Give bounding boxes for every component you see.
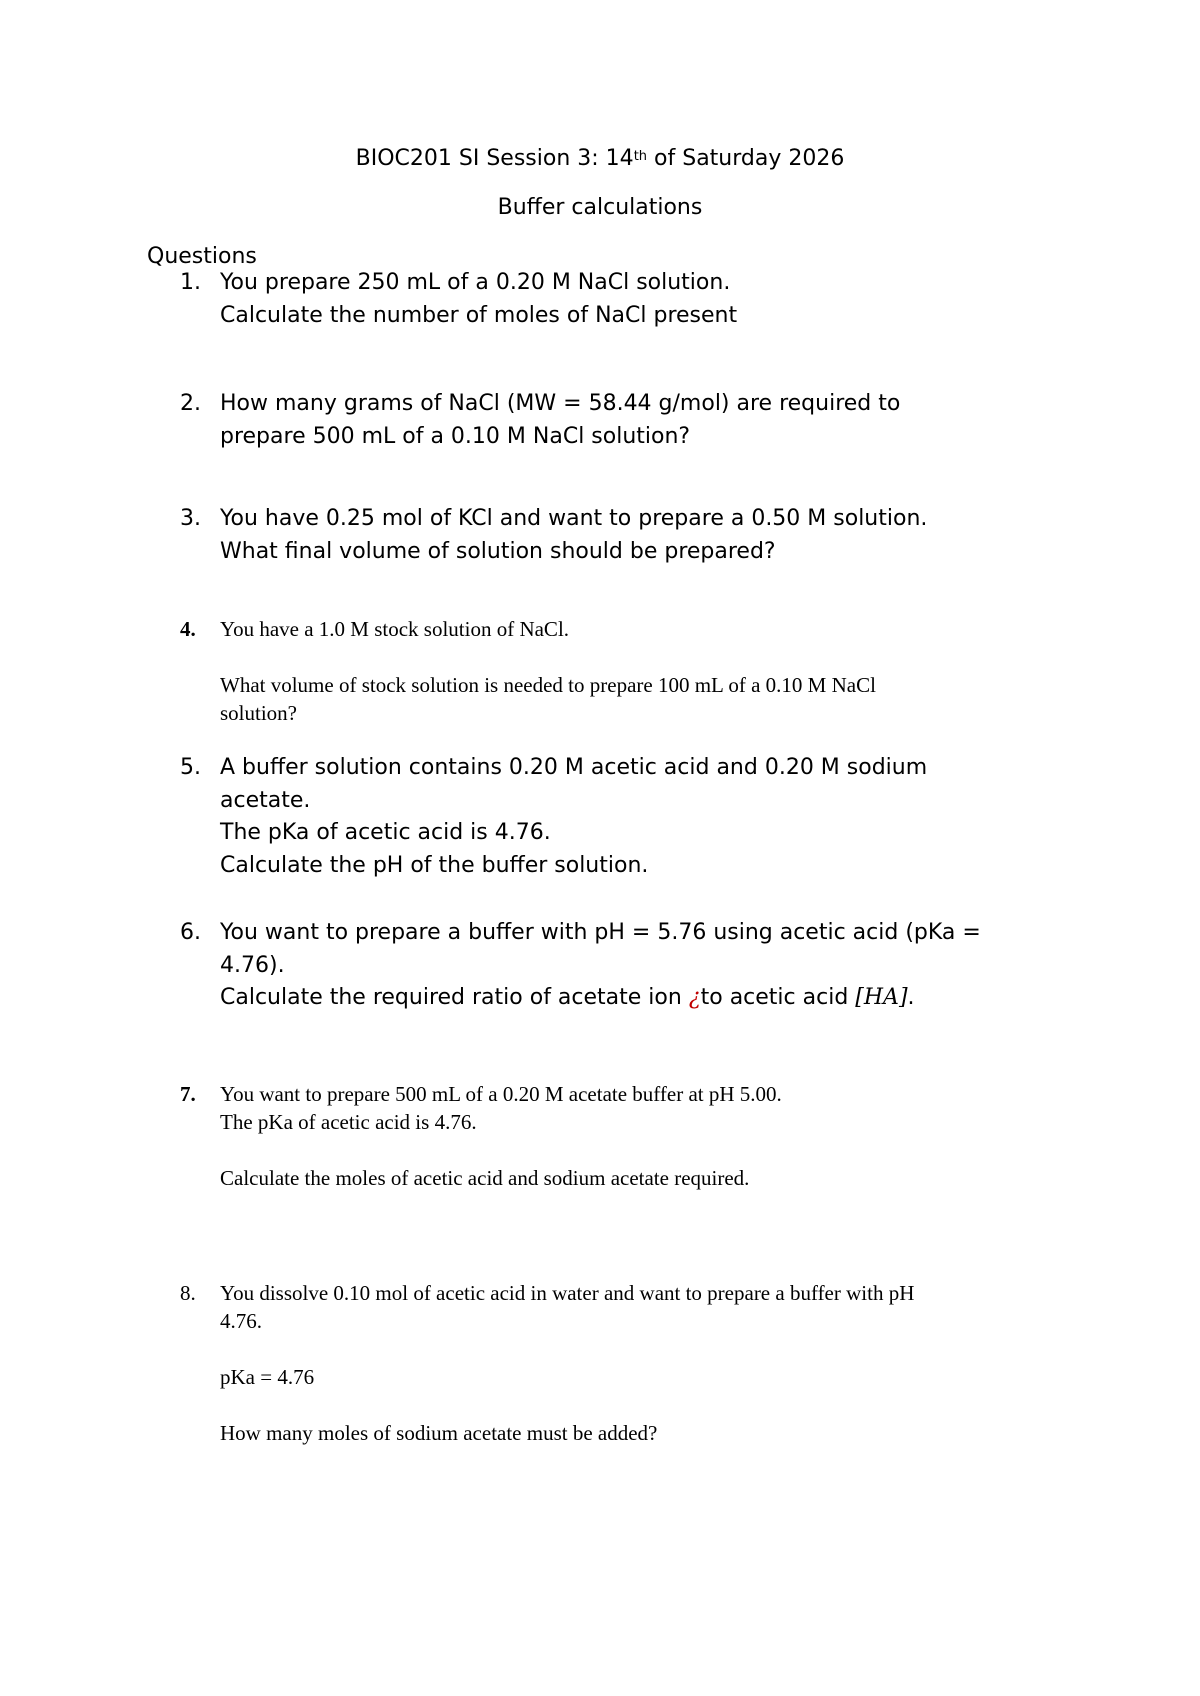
question-number: 8. — [180, 1281, 196, 1305]
question-number: 3. — [180, 506, 201, 531]
question-5 — [180, 752, 1080, 882]
question-text-line: A buffer solution contains 0.20 M acetic acid and 0.20 M sodium — [220, 755, 928, 780]
question-text-line: prepare 500 mL of a 0.10 M NaCl solution? — [220, 423, 691, 449]
paragraph-gap — [220, 1335, 1080, 1363]
question-text-line-with-math — [220, 982, 1080, 1015]
question-6 — [180, 917, 1080, 1015]
question-text-line: Calculate the moles of acetic acid and sodium acetate required. — [220, 1166, 750, 1190]
question-number: 4. — [180, 617, 196, 641]
paragraph-gap — [220, 1391, 1080, 1419]
question-text-line: You prepare 250 mL of a 0.20 M NaCl solution. — [220, 270, 731, 295]
title-superscript: th — [633, 149, 648, 164]
question-text-line: What volume of stock solution is needed to prepare 100 mL of a 0.10 M NaCl — [220, 673, 876, 697]
document-title — [0, 145, 1200, 173]
question-text-line: solution? — [220, 701, 297, 725]
title-suffix: of Saturday 2026 — [647, 146, 845, 171]
question-1 — [180, 267, 1080, 332]
question-text-line: acetate. — [220, 787, 311, 813]
question-number: 7. — [180, 1082, 196, 1106]
paragraph-gap — [220, 643, 1080, 671]
question-text-line: Calculate the pH of the buffer solution. — [220, 852, 649, 878]
math-expression-ha: [HA] — [855, 985, 908, 1010]
question-2 — [180, 388, 1080, 453]
question-text-line: How many grams of NaCl (MW = 58.44 g/mol) are required to — [220, 391, 901, 416]
title-prefix: BIOC201 SI Session 3: 14 — [355, 146, 634, 171]
question-text: Calculate the required ratio of acetate ion — [220, 985, 689, 1010]
question-text-line: What final volume of solution should be prepared? — [220, 538, 776, 564]
question-7 — [180, 1080, 1080, 1192]
question-number: 5. — [180, 755, 201, 780]
question-text-line: You have a 1.0 M stock solution of NaCl. — [220, 617, 570, 641]
question-text-line: You want to prepare 500 mL of a 0.20 M acetate buffer at pH 5.00. — [220, 1082, 782, 1106]
question-text-line: The pKa of acetic acid is 4.76. — [220, 820, 551, 845]
question-text-line: You have 0.25 mol of KCl and want to prepare a 0.50 M solution. — [220, 506, 928, 531]
document-subtitle: Buffer calculations — [497, 195, 703, 220]
question-text-line: The pKa of acetic acid is 4.76. — [220, 1110, 477, 1134]
question-text-line: 4.76. — [220, 1309, 262, 1333]
section-heading: Questions — [147, 244, 257, 269]
question-8 — [180, 1279, 1080, 1447]
question-text: . — [907, 985, 915, 1010]
question-number: 2. — [180, 391, 201, 416]
question-text: to acetic acid — [700, 985, 856, 1010]
question-number: 1. — [180, 270, 201, 295]
question-text-line: You dissolve 0.10 mol of acetic acid in water and want to prepare a buffer with pH — [220, 1281, 915, 1305]
question-4 — [180, 615, 1080, 727]
math-glyph: ¿ — [688, 985, 701, 1010]
question-text-line: Calculate the number of moles of NaCl present — [220, 302, 738, 328]
question-text-line: 4.76). — [220, 952, 285, 978]
question-text-line: pKa = 4.76 — [220, 1365, 315, 1389]
paragraph-gap — [220, 1136, 1080, 1164]
question-3 — [180, 503, 1080, 568]
question-text-line: You want to prepare a buffer with pH = 5.76 using acetic acid (pKa = — [220, 920, 981, 945]
question-number: 6. — [180, 920, 201, 945]
question-text-line: How many moles of sodium acetate must be added? — [220, 1421, 658, 1445]
